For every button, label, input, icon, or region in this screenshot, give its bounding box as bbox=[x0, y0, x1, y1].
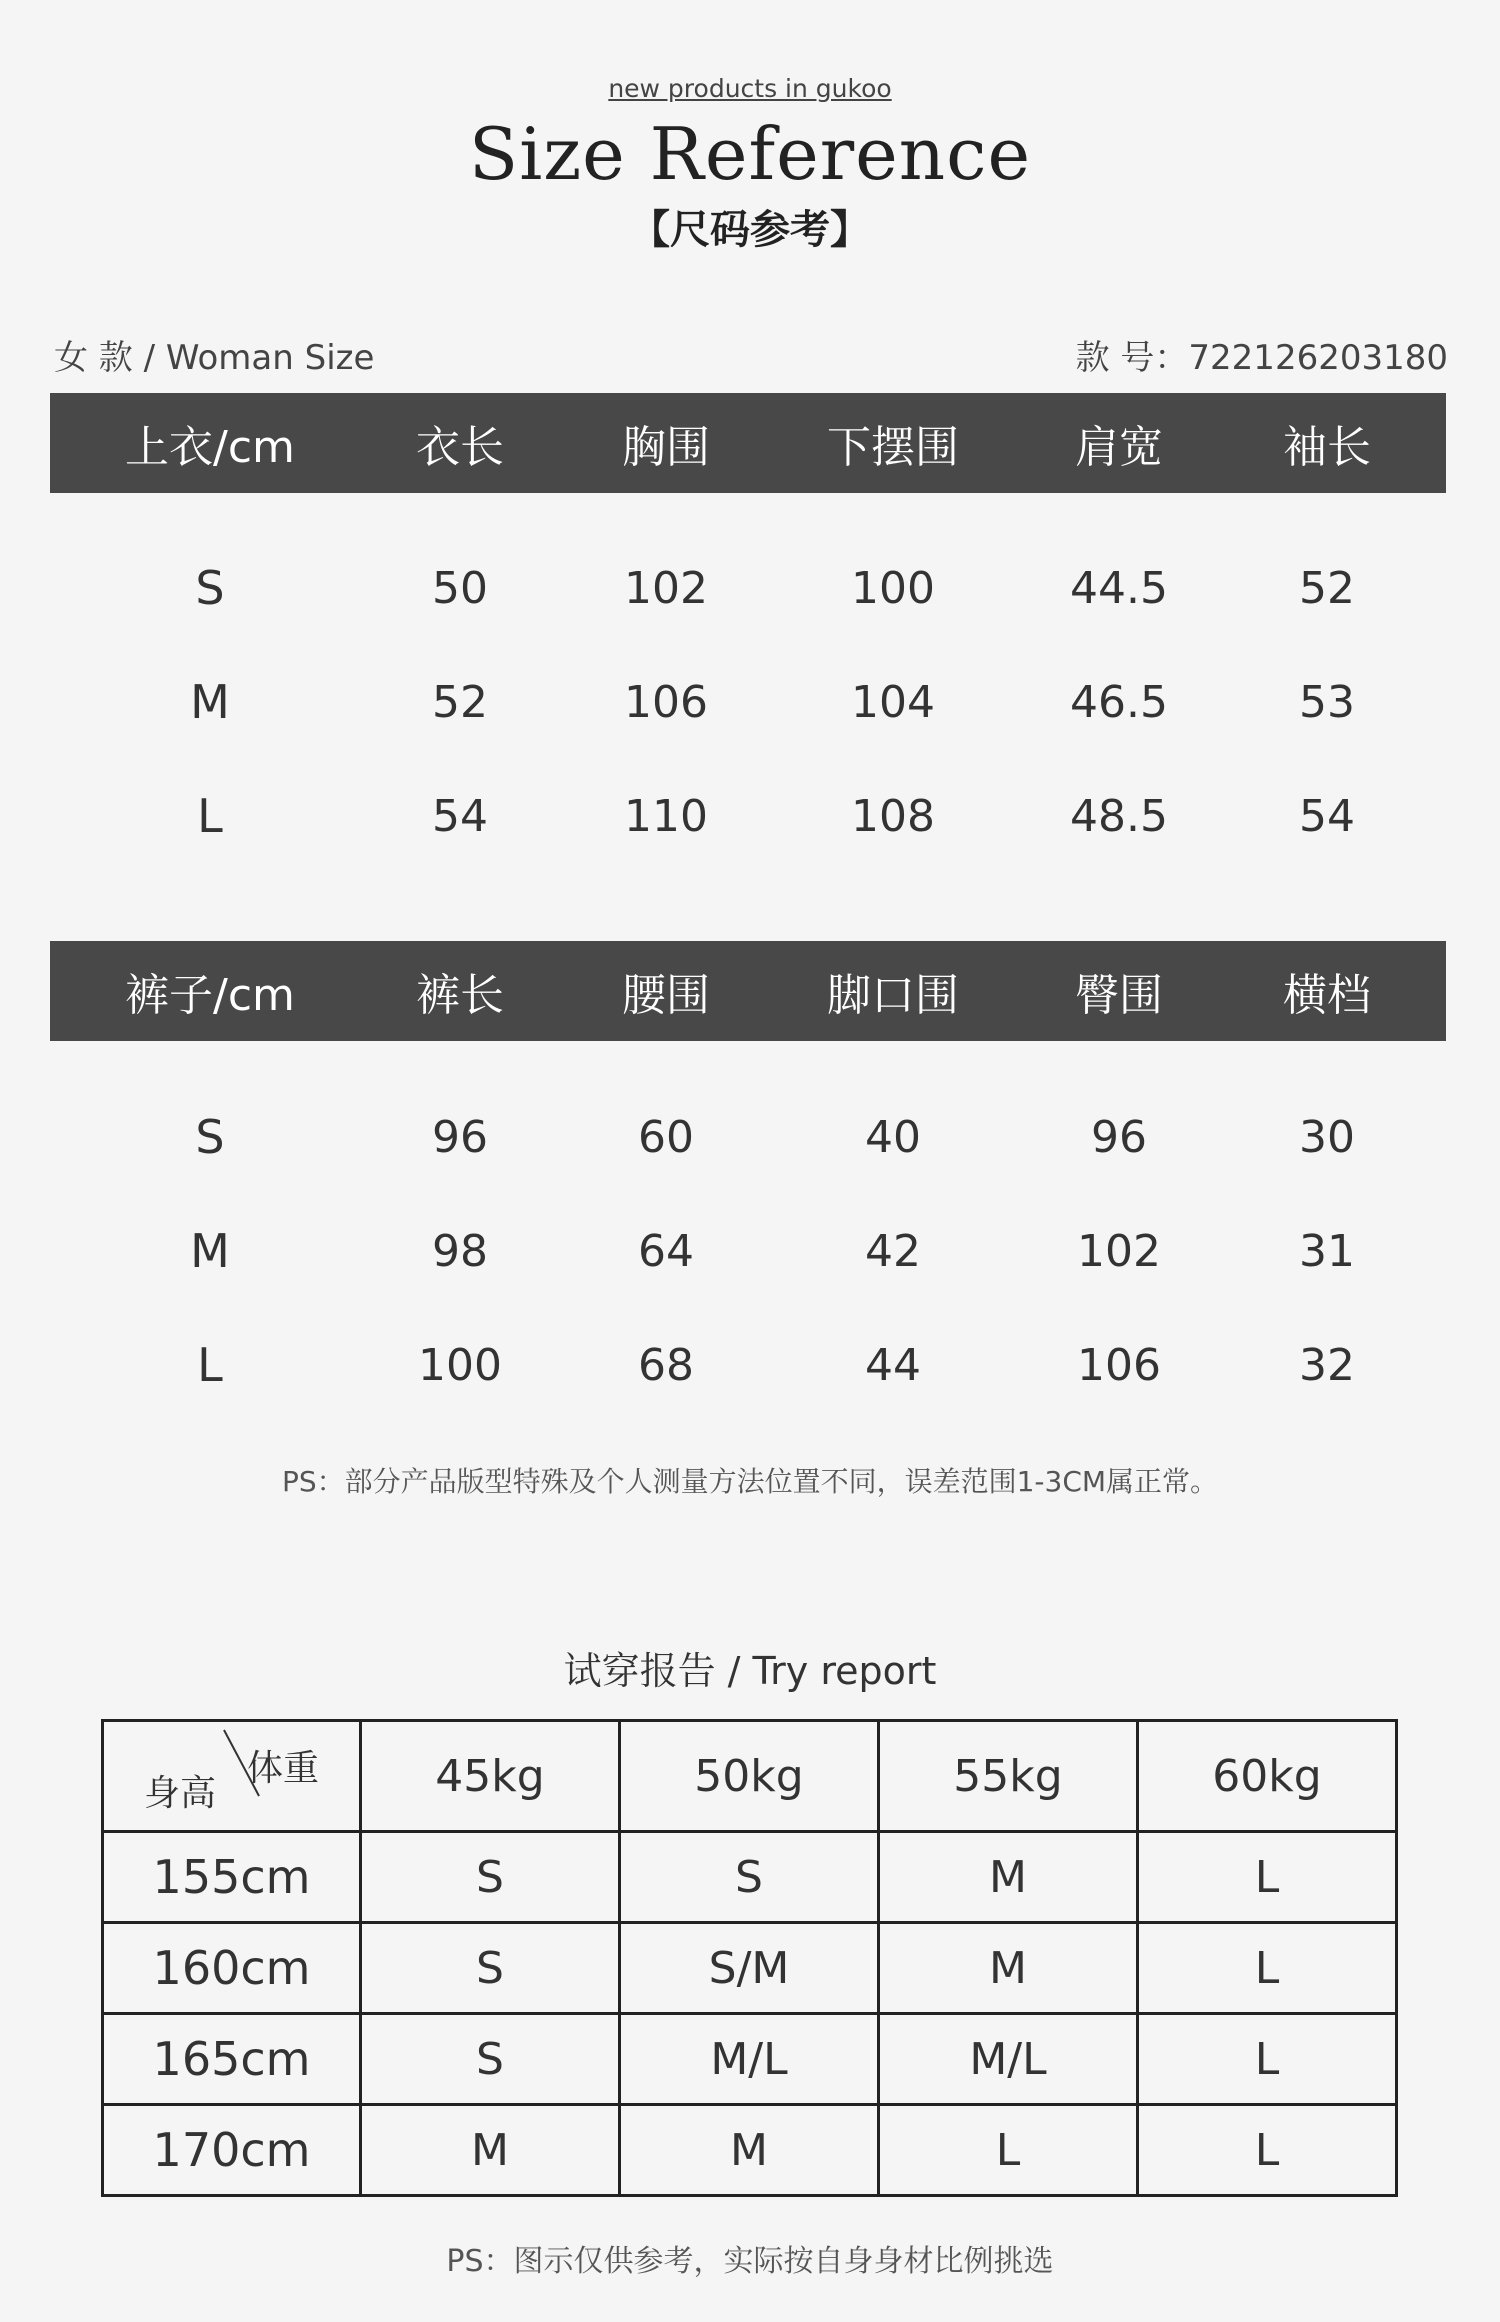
weight-header: 60kg bbox=[1138, 1721, 1397, 1832]
pants-row-m bbox=[50, 1211, 1446, 1291]
size-cell: L bbox=[1138, 1923, 1397, 2014]
tops-header-cell: 袖长 bbox=[1283, 422, 1371, 473]
weight-axis-label: 体重 bbox=[246, 1748, 319, 1789]
height-value: 155cm bbox=[103, 1832, 361, 1923]
size-cell: M/L bbox=[879, 2014, 1138, 2105]
try-report-row bbox=[103, 2105, 1397, 2196]
tops-header-cell: 衣长 bbox=[416, 422, 504, 473]
size-cell: M bbox=[879, 1923, 1138, 2014]
table-cell: 42 bbox=[865, 1225, 921, 1277]
tops-table-header bbox=[50, 393, 1446, 493]
table-cell: 53 bbox=[1299, 676, 1355, 728]
size-cell: S bbox=[361, 1832, 620, 1923]
tops-row-l bbox=[50, 776, 1446, 856]
size-label: S bbox=[195, 1110, 225, 1164]
tagline-text: new products in gukoo bbox=[608, 74, 892, 103]
tops-header-cell: 肩宽 bbox=[1075, 422, 1163, 473]
table-cell: 100 bbox=[418, 1339, 502, 1391]
height-value: 170cm bbox=[103, 2105, 361, 2196]
table-cell: 102 bbox=[624, 562, 708, 614]
size-cell: M bbox=[879, 1832, 1138, 1923]
table-cell: 50 bbox=[432, 562, 488, 614]
height-value: 165cm bbox=[103, 2014, 361, 2105]
measurement-note: PS：部分产品版型特殊及个人测量方法位置不同，误差范围1-3CM属正常。 bbox=[281, 1465, 1219, 1498]
try-report-title: 试穿报告 / Try report bbox=[563, 1649, 937, 1693]
weight-header: 55kg bbox=[879, 1721, 1138, 1832]
pants-header-cell: 脚口围 bbox=[827, 970, 959, 1021]
tops-header-cell: 胸围 bbox=[622, 422, 710, 473]
table-cell: 32 bbox=[1299, 1339, 1355, 1391]
try-report-header-row bbox=[103, 1721, 1397, 1832]
page-title: Size Reference bbox=[468, 112, 1032, 196]
size-cell: S bbox=[361, 1923, 620, 2014]
try-report-row bbox=[103, 1923, 1397, 2014]
try-report-table bbox=[101, 1719, 1398, 2197]
table-cell: 64 bbox=[638, 1225, 694, 1277]
table-cell: 44 bbox=[865, 1339, 921, 1391]
height-axis-label: 身高 bbox=[144, 1773, 217, 1814]
pants-table-header bbox=[50, 941, 1446, 1041]
tops-header-cell: 下摆围 bbox=[827, 422, 959, 473]
size-cell: L bbox=[1138, 2105, 1397, 2196]
table-cell: 40 bbox=[865, 1111, 921, 1163]
table-cell: 106 bbox=[624, 676, 708, 728]
table-cell: 98 bbox=[432, 1225, 488, 1277]
size-label: L bbox=[197, 1338, 223, 1392]
style-number: 款 号：722126203180 bbox=[1075, 338, 1448, 378]
table-cell: 30 bbox=[1299, 1111, 1355, 1163]
table-cell: 52 bbox=[1299, 562, 1355, 614]
table-cell: 68 bbox=[638, 1339, 694, 1391]
size-cell: S bbox=[620, 1832, 879, 1923]
size-label: M bbox=[190, 1224, 230, 1278]
table-cell: 100 bbox=[851, 562, 935, 614]
table-cell: 106 bbox=[1077, 1339, 1161, 1391]
size-cell: S/M bbox=[620, 1923, 879, 2014]
table-cell: 54 bbox=[432, 790, 488, 842]
table-cell: 46.5 bbox=[1070, 676, 1168, 728]
diagonal-divider bbox=[104, 1722, 362, 1830]
tops-row-m bbox=[50, 662, 1446, 742]
height-value: 160cm bbox=[103, 1923, 361, 2014]
size-label: L bbox=[197, 789, 223, 843]
pants-header-cell: 横档 bbox=[1283, 970, 1371, 1021]
size-category-label: 女 款 / Woman Size bbox=[54, 338, 375, 378]
reference-note: PS：图示仅供参考，实际按自身身材比例挑选 bbox=[446, 2244, 1054, 2279]
tops-row-s bbox=[50, 548, 1446, 628]
table-cell: 54 bbox=[1299, 790, 1355, 842]
try-report-row bbox=[103, 2014, 1397, 2105]
size-cell: M bbox=[361, 2105, 620, 2196]
weight-header: 45kg bbox=[361, 1721, 620, 1832]
page-subtitle: 【尺码参考】 bbox=[630, 207, 870, 253]
size-cell: S bbox=[361, 2014, 620, 2105]
pants-row-s bbox=[50, 1097, 1446, 1177]
pants-header-cell: 腰围 bbox=[622, 970, 710, 1021]
table-cell: 52 bbox=[432, 676, 488, 728]
pants-row-l bbox=[50, 1325, 1446, 1405]
tops-header-cell: 上衣/cm bbox=[125, 422, 295, 473]
pants-header-cell: 裤长 bbox=[416, 970, 504, 1021]
table-cell: 96 bbox=[1091, 1111, 1147, 1163]
table-cell: 60 bbox=[638, 1111, 694, 1163]
table-cell: 44.5 bbox=[1070, 562, 1168, 614]
weight-header: 50kg bbox=[620, 1721, 879, 1832]
size-cell: L bbox=[879, 2105, 1138, 2196]
pants-header-cell: 裤子/cm bbox=[125, 970, 295, 1021]
table-cell: 102 bbox=[1077, 1225, 1161, 1277]
size-cell: M bbox=[620, 2105, 879, 2196]
corner-cell bbox=[103, 1721, 361, 1832]
size-label: S bbox=[195, 561, 225, 615]
size-cell: M/L bbox=[620, 2014, 879, 2105]
table-cell: 108 bbox=[851, 790, 935, 842]
try-report-row bbox=[103, 1832, 1397, 1923]
table-cell: 31 bbox=[1299, 1225, 1355, 1277]
table-cell: 104 bbox=[851, 676, 935, 728]
size-cell: L bbox=[1138, 2014, 1397, 2105]
table-cell: 48.5 bbox=[1070, 790, 1168, 842]
table-cell: 110 bbox=[624, 790, 708, 842]
pants-header-cell: 臀围 bbox=[1075, 970, 1163, 1021]
size-cell: L bbox=[1138, 1832, 1397, 1923]
size-label: M bbox=[190, 675, 230, 729]
table-cell: 96 bbox=[432, 1111, 488, 1163]
brand-tagline bbox=[0, 74, 1500, 103]
